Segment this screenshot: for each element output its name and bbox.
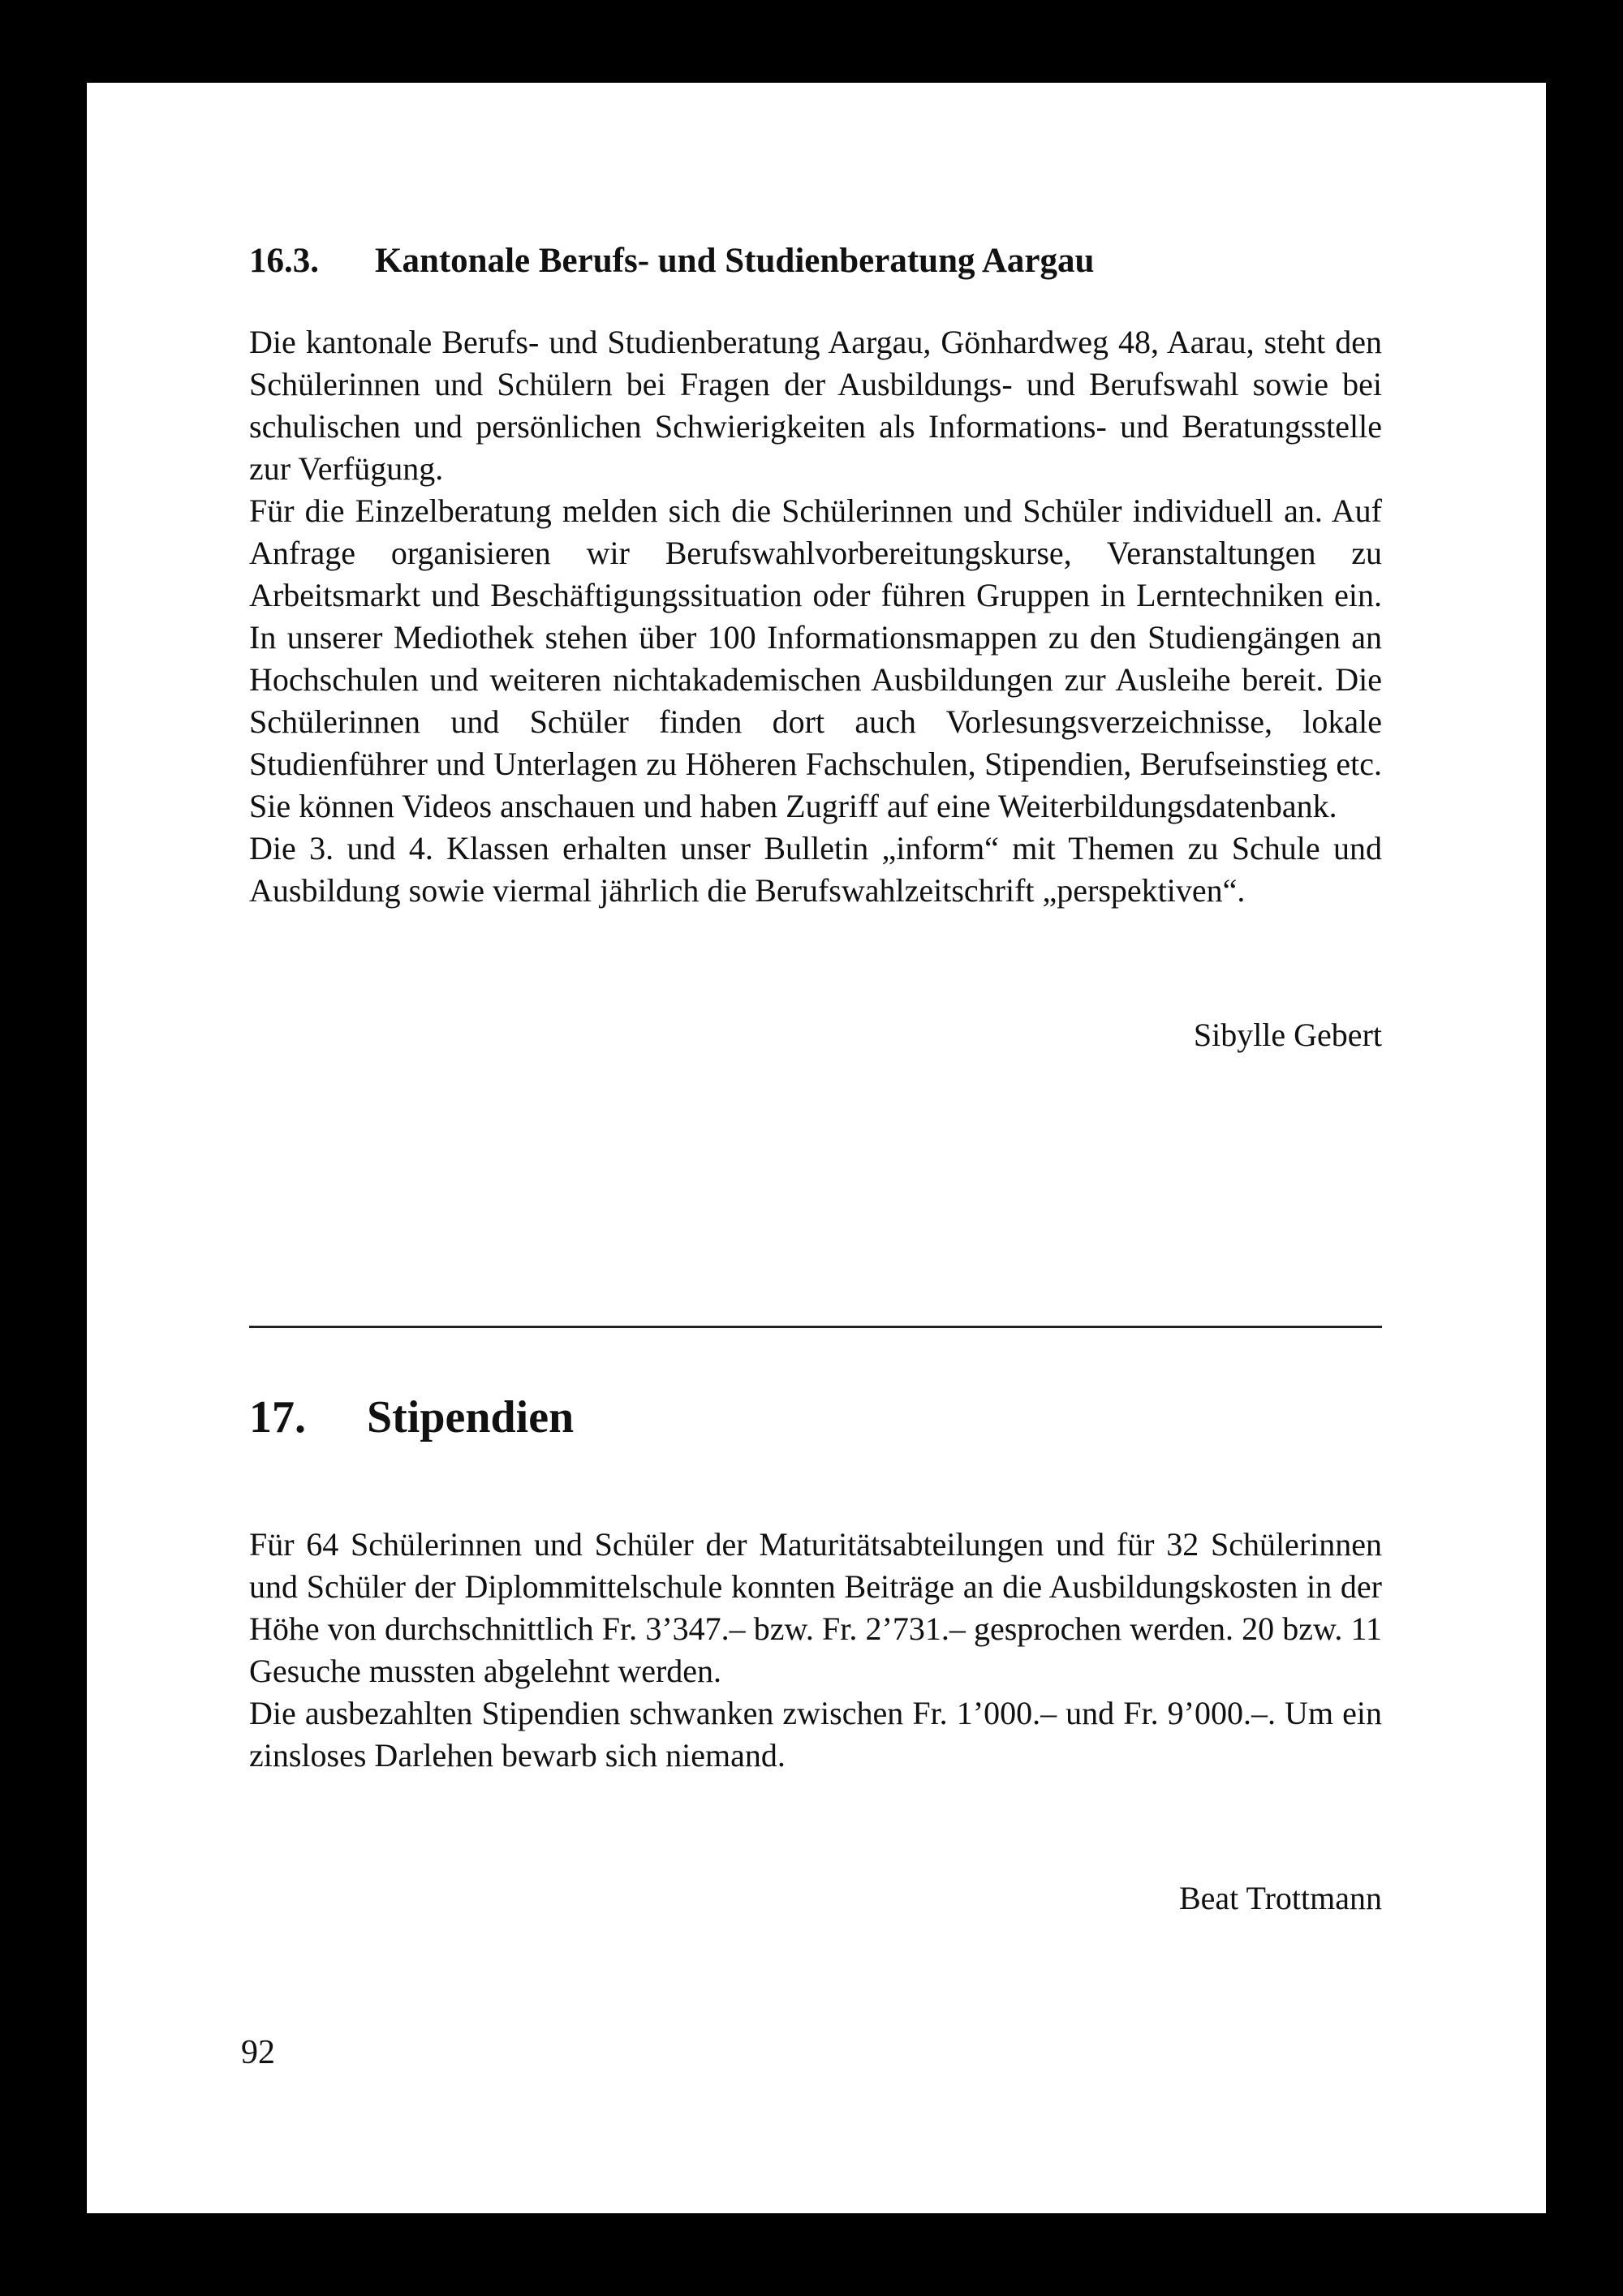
section-paragraph: Die 3. und 4. Klassen erhalten unser Bulletin „inform“ mit Themen zu Schule und Ausbildung sowie viermal jährlich die Berufswahlzeitschrift „perspektiven“. [249,830,1382,909]
chapter-body [249,1524,1382,1777]
page-number: 92 [241,2034,275,2071]
chapter-paragraph: Die ausbezahlten Stipendien schwanken zwischen Fr. 1’000.– und Fr. 9’000.–. Um ein zinsloses Darlehen bewarb sich niemand. [249,1695,1382,1774]
section-title: Kantonale Berufs- und Studienberatung Aargau [375,242,1095,280]
chapter-number: 17. [249,1392,306,1443]
section-body [249,321,1382,912]
chapter-heading [249,1389,574,1446]
section-heading [249,237,1094,286]
document-page [87,83,1546,2213]
chapter-paragraph: Für 64 Schülerinnen und Schüler der Maturitätsabteilungen und für 32 Schülerinnen und Schüler der Diplommittelschule konnten Beiträge an die Ausbildungskosten in der Höhe von durchschnittlich Fr. 3’347.– bzw. Fr. 2’731.– gesprochen werden. 20 bzw. 11 Gesuche mussten abgelehnt werden. [249,1526,1382,1689]
chapter-title: Stipendien [367,1392,575,1443]
section-signature: Sibylle Gebert [1193,1017,1382,1053]
section-paragraph: Für die Einzelberatung melden sich die Schülerinnen und Schüler individuell an. Auf Anfrage organisieren wir Berufswahlvorbereitungskurse, Veranstaltungen zu Arbeitsmarkt und Beschäftigungssituation oder führen Gruppen in Lerntechniken ein. In unserer Mediothek stehen über 100 Informationsmappen zu den Studiengängen an Hochschulen und weiteren nichtakademischen Ausbildungen zur Ausleihe bereit. Die Schülerinnen und Schüler finden dort auch Vorlesungsverzeichnisse, lokale Studienführer und Unterlagen zu Höheren Fachschulen, Stipendien, Berufseinstieg etc. Sie können Videos anschauen und haben Zugriff auf eine Weiterbildungsdatenbank. [249,492,1382,824]
horizontal-divider [249,1326,1382,1328]
section-paragraph: Die kantonale Berufs- und Studienberatung Aargau, Gönhardweg 48, Aarau, steht den Schülerinnen und Schülern bei Fragen der Ausbildungs- und Berufswahl sowie bei schulischen und persönlichen Schwierigkeiten als Informations- und Beratungsstelle zur Verfügung. [249,324,1382,487]
chapter-signature: Beat Trottmann [1178,1880,1382,1916]
section-number: 16.3. [249,242,319,280]
